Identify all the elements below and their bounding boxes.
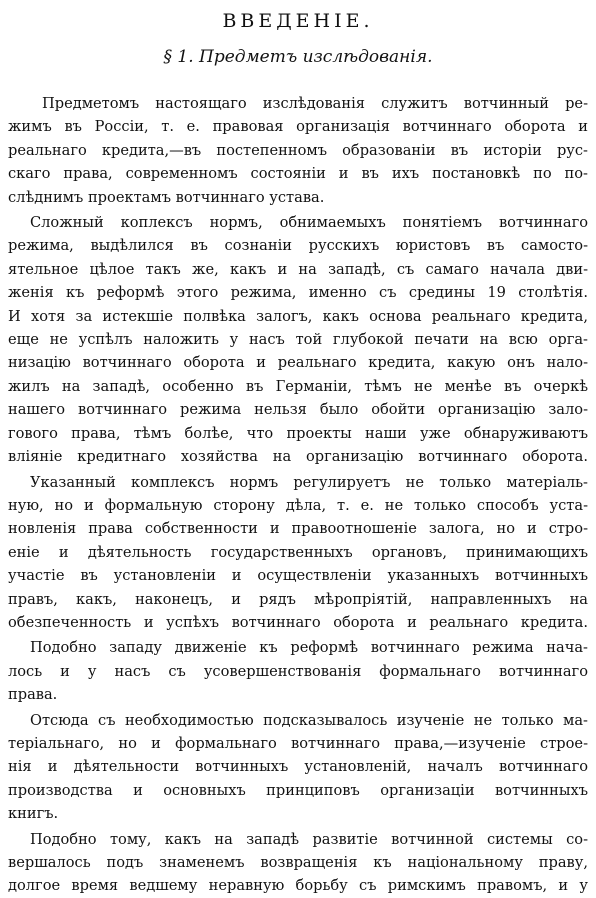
text-line: нія и дѣятельности вотчинныхъ установленій, началъ вотчиннаго [8,758,588,776]
text-line: женія къ реформѣ этого режима, именно съ средины 19 столѣтія. [8,284,588,302]
text-line: обезпеченность и успѣхъ вотчиннаго оборота и реальнаго кредита. [8,613,588,631]
text-line: гового права, тѣмъ болѣе, что проекты наши уже обнаруживаютъ [8,424,588,442]
paragraph [8,709,588,826]
text-line: жилъ на западѣ, особенно въ Германіи, тѣмъ не менѣе въ очеркѣ [8,377,588,395]
text-line: производства и основныхъ принциповъ организаціи вотчинныхъ [8,781,588,799]
text-line: вліяніе кредитнаго хозяйства на организацію вотчиннаго оборота. [8,448,588,466]
text-line: долгое время ведшему неравную борьбу съ римскимъ правомъ, и у [8,877,588,895]
text-line: еніе и дѣятельность государственныхъ органовъ, принимающихъ [8,543,588,561]
text-line: Сложный коплексъ нормъ, обнимаемыхъ понятіемъ вотчиннаго [30,214,588,232]
text-line: еще не успѣлъ наложить у насъ той глубокой печати на всю орга- [8,331,588,349]
text-line: И хотя за истекшіе полвѣка залогъ, какъ основа реальнаго кредита, [8,307,588,325]
text-line: жимъ въ Россіи, т. е. правовая организація вотчиннаго оборота и [8,118,588,136]
text-line: теріальнаго, но и формальнаго вотчиннаго права,—изученіе строе- [8,734,588,752]
text-line: Предметомъ настоящаго изслѣдованія служитъ вотчинный ре- [42,95,588,112]
text-line: лось и у насъ съ усовершенствованія формальнаго вотчиннаго [8,662,588,680]
text-line: Указанный комплексъ нормъ регулируетъ не только матеріаль- [30,473,588,491]
section-title: § 1. Предметъ изслѣдованія. [163,47,433,67]
body-text [8,92,588,898]
chapter-heading: ВВЕДЕНІЕ. [222,10,374,32]
text-line: Отсюда съ необходимостью подсказывалось изученіе не только ма- [30,711,588,729]
text-line: вершалось подъ знаменемъ возвращенія къ національному праву, [8,854,588,871]
paragraph [8,828,588,898]
text-line: низацію вотчиннаго оборота и реальнаго кредита, какую онъ нало- [8,354,588,372]
text-line: права. [8,686,58,704]
text-line: правъ, какъ, наконецъ, и рядъ мѣропріятій, направленныхъ на [8,590,588,608]
text-line: книгъ. [8,805,59,823]
text-line: реальнаго кредита,—въ постепенномъ образованіи въ исторіи рус- [8,141,588,159]
paragraph [8,92,588,209]
text-line: слѣднимъ проектамъ вотчиннаго устава. [8,188,325,206]
text-line: ятельное цѣлое такъ же, какъ и на западѣ, съ самаго начала дви- [8,260,588,278]
text-line: Подобно тому, какъ на западѣ развитіе вотчинной системы со- [30,830,588,848]
paragraph [8,211,588,468]
text-line: новленія права собственности и правоотношеніе залога, но и стро- [8,520,588,538]
text-line: скаго права, современномъ состояніи и въ ихъ постановкѣ по по- [8,165,588,183]
text-line: режима, выдѣлился въ сознаніи русскихъ юристовъ въ самосто- [8,237,588,255]
text-line: ную, но и формальную сторону дѣла, т. е. не только способъ уста- [8,496,588,514]
paragraph [8,471,588,635]
paragraph [8,636,588,706]
text-line: нашего вотчиннаго режима нельзя было обойти организацію зало- [8,401,588,419]
text-line: участіе въ установленіи и осуществленіи указанныхъ вотчинныхъ [8,567,588,585]
text-line: Подобно западу движеніе къ реформѣ вотчиннаго режима нача- [30,639,588,657]
